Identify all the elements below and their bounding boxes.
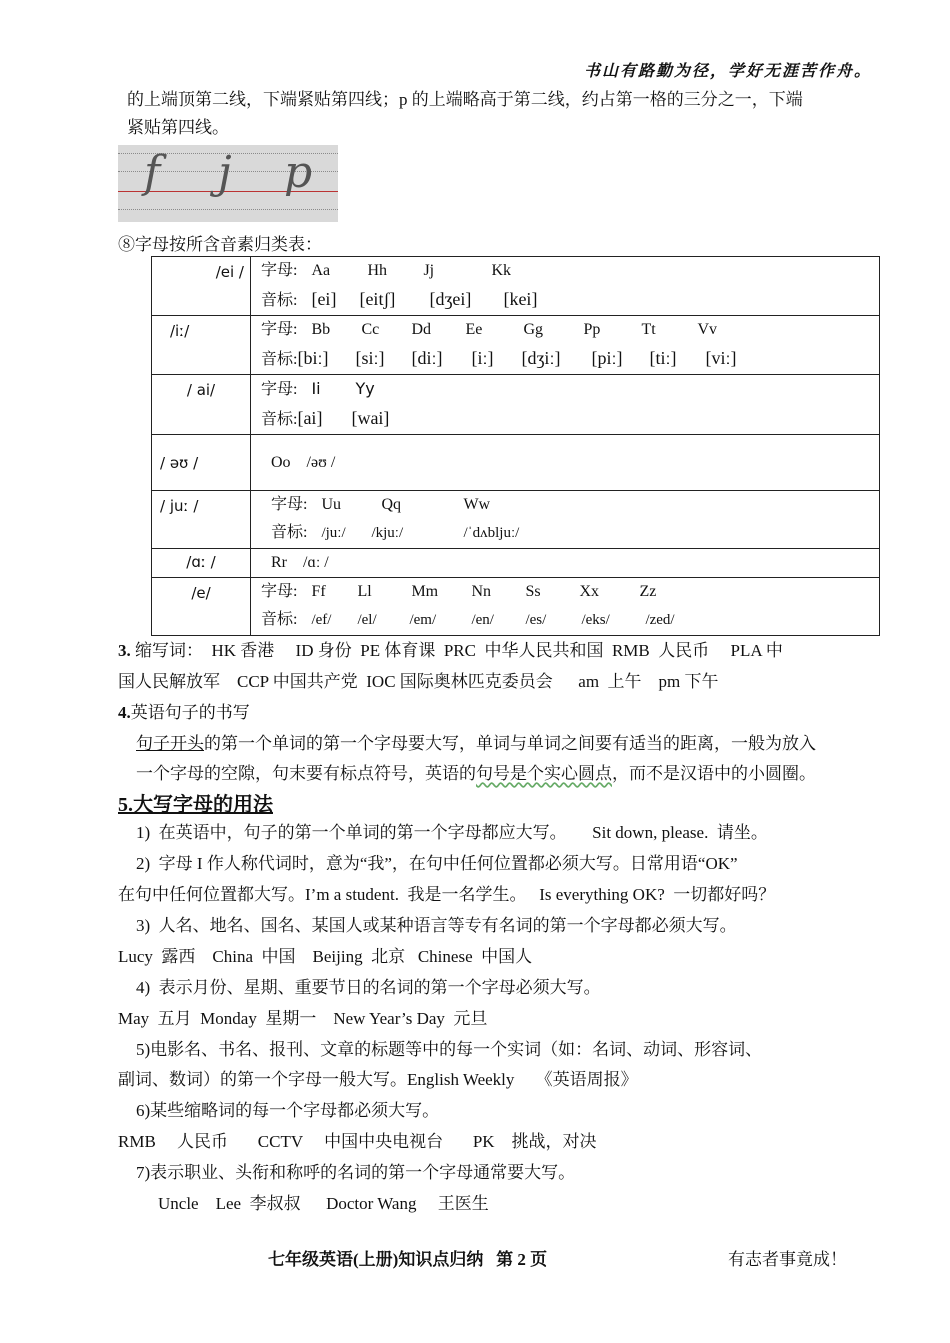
phoneme-cell: /ei / <box>152 257 251 316</box>
letter: Ii <box>311 379 321 398</box>
letter: Ww <box>463 496 491 513</box>
section4-text: 的第一个单词的第一个字母要大写，单词与单词之间要有适当的距离，一般为放入 <box>204 734 816 753</box>
section5-line: 7)表示职业、头衔和称呼的名词的第一个字母通常要大写。 <box>136 1163 576 1182</box>
section5-line: 在句中任何位置都大写。I’m a student. 我是一名学生。 Is everything OK? 一切都好吗？ <box>118 885 776 904</box>
section5-title: 5.大写字母的用法 <box>118 794 273 816</box>
section5-line: Lucy 露西 China 中国 Beijing 北京 Chinese 中国人 <box>118 947 533 966</box>
ipa: [piː] <box>591 348 623 368</box>
phoneme-cell: / ai/ <box>152 375 251 435</box>
letters-label: 字母: <box>261 381 298 398</box>
ipa: /em/ <box>409 612 437 628</box>
letter: Bb <box>311 321 331 338</box>
table-row <box>152 257 880 316</box>
ipa-label: 音标: <box>271 524 308 541</box>
ipa: /kjuː/ <box>371 525 404 541</box>
section4-text: ，而不是汉语中的小圆圈。 <box>612 764 816 783</box>
section4-text: 一个字母的空隙，句末要有标点符号，英语的 <box>136 764 476 783</box>
ipa: /ef/ <box>311 612 332 628</box>
phoneme-cell: / juː / <box>152 491 251 549</box>
handwritten-letter-j: j <box>218 147 232 198</box>
letter: Ff <box>311 583 326 600</box>
letter: Xx <box>579 583 600 600</box>
section5-line: 3) 人名、地名、国名、某国人或某种语言等专有名词的第一个字母都必须大写。 <box>136 916 737 935</box>
letter: Ee <box>465 321 483 338</box>
section5-line: May 五月 Monday 星期一 New Year’s Day 元旦 <box>118 1009 488 1028</box>
table-row <box>152 549 880 578</box>
underlined-phrase: 句号是个实心圆点 <box>476 764 612 783</box>
section5-line: 5)电影名、书名、报刊、文章的标题等中的每一个实词（如：名词、动词、形容词、 <box>136 1040 763 1059</box>
table-row <box>152 435 880 491</box>
letter: Aa <box>311 262 331 279</box>
ipa: /es/ <box>525 612 547 628</box>
letter: Zz <box>639 583 657 600</box>
phoneme-cell: /iː/ <box>152 316 251 375</box>
ipa: /ˈdʌbljuː/ <box>463 525 520 541</box>
ipa: [ai] <box>297 408 323 428</box>
handwriting-sample <box>118 145 338 222</box>
ipa-label: 音标: <box>261 292 298 309</box>
phoneme-cell: /e/ <box>152 578 251 636</box>
phoneme-table <box>151 256 880 636</box>
handwritten-letter-f: f <box>144 147 161 198</box>
ipa-label: 音标: <box>261 411 298 428</box>
ipa: [wai] <box>351 408 390 428</box>
letter: Vv <box>697 321 718 338</box>
ipa: [dʒiː] <box>521 348 561 368</box>
section5-line: RMB 人民币 CCTV 中国中央电视台 PK 挑战，对决 <box>118 1132 597 1151</box>
ipa: [eitʃ] <box>359 289 396 309</box>
ipa: [iː] <box>471 348 494 368</box>
ipa: [siː] <box>355 348 385 368</box>
phoneme-cell: / əʊ / <box>152 435 251 491</box>
letter: Nn <box>471 583 492 600</box>
section4-title-text: 英语句子的书写 <box>130 703 250 722</box>
section4-line-1 <box>136 730 816 758</box>
letter: Hh <box>367 262 388 279</box>
ipa: /en/ <box>471 612 494 628</box>
intro-line-1: 的上端顶第二线，下端紧贴第四线；p 的上端略高于第二线，约占第一格的三分之一，下端 <box>127 90 803 109</box>
footer-title: 七年级英语(上册)知识点归纳 第 2 页 <box>268 1250 548 1269</box>
table-row <box>152 375 880 435</box>
table-title: ⑧字母按所含音素归类表： <box>118 235 322 254</box>
letter: Yy <box>355 379 375 398</box>
letter: Uu <box>321 496 342 513</box>
section5-line: 6)某些缩略词的每一个字母都必须大写。 <box>136 1101 440 1120</box>
letter: Dd <box>411 321 432 338</box>
ipa: /zed/ <box>645 612 675 628</box>
letter: Ll <box>357 583 372 600</box>
ipa: /eks/ <box>581 612 610 628</box>
ipa: [tiː] <box>649 348 677 368</box>
header-motto: 书山有路勤为径，学好无涯苦作舟。 <box>583 61 872 80</box>
section4-number: 4. <box>118 703 131 722</box>
letters-label: 字母: <box>261 321 298 338</box>
ipa: [viː] <box>705 348 737 368</box>
table-row <box>152 316 880 375</box>
underlined-phrase: 句子开头 <box>136 734 204 753</box>
ipa: [biː] <box>297 348 329 368</box>
ipa: [diː] <box>411 348 443 368</box>
section5-line: Uncle Lee 李叔叔 Doctor Wang 王医生 <box>158 1194 489 1213</box>
letter: Jj <box>423 262 435 279</box>
phoneme-single: Rr /ɑː / <box>271 554 329 571</box>
section5-line: 1) 在英语中，句子的第一个单词的第一个字母都应大写。 Sit down, please. 请坐。 <box>136 823 768 842</box>
ipa: /el/ <box>357 612 377 628</box>
section3-line-2: 国人民解放军 CCP 中国共产党 IOC 国际奥林匹克委员会 am 上午 pm 下午 <box>118 672 719 691</box>
table-row <box>152 578 880 636</box>
section3-number: 3. <box>118 641 131 660</box>
section5-line: 2) 字母 I 作人称代词时，意为“我”，在句中任何位置都必须大写。日常用语“OK” <box>136 854 738 873</box>
section3-line-1 <box>118 637 783 665</box>
section4-line-2 <box>136 760 816 788</box>
section5-line: 副词、数词）的第一个字母一般大写。English Weekly 《英语周报》 <box>118 1070 638 1089</box>
footer-slogan: 有志者事竟成！ <box>728 1250 847 1269</box>
letters-label: 字母: <box>261 262 298 279</box>
letter: Qq <box>381 496 402 513</box>
intro-line-2: 紧贴第四线。 <box>127 118 229 137</box>
phoneme-single: Oo /əʊ / <box>271 453 336 471</box>
letter: Mm <box>411 583 439 600</box>
ipa: /juː/ <box>321 525 346 541</box>
letter: Cc <box>361 321 380 338</box>
letters-label: 字母: <box>261 583 298 600</box>
letter: Pp <box>583 321 601 338</box>
ipa: [kei] <box>503 289 538 309</box>
section3-text-1: 缩写词： HK 香港 ID 身份 PE 体育课 PRC 中华人民共和国 RMB 人民币 PLA 中 <box>135 641 783 660</box>
letters-label: 字母: <box>271 496 308 513</box>
ipa: [ei] <box>311 289 337 309</box>
letter: Kk <box>491 262 512 279</box>
letter: Ss <box>525 583 541 600</box>
ipa: [dʒei] <box>429 289 472 309</box>
section4-title <box>118 699 250 727</box>
letter: Tt <box>641 321 656 338</box>
ipa-label: 音标: <box>261 611 298 628</box>
phoneme-cell: /ɑː / <box>152 549 251 578</box>
handwritten-letter-p: p <box>284 147 313 198</box>
ipa-label: 音标: <box>261 351 298 368</box>
section5-line: 4) 表示月份、星期、重要节日的名词的第一个字母必须大写。 <box>136 978 601 997</box>
letter: Gg <box>523 321 544 338</box>
table-row <box>152 491 880 549</box>
